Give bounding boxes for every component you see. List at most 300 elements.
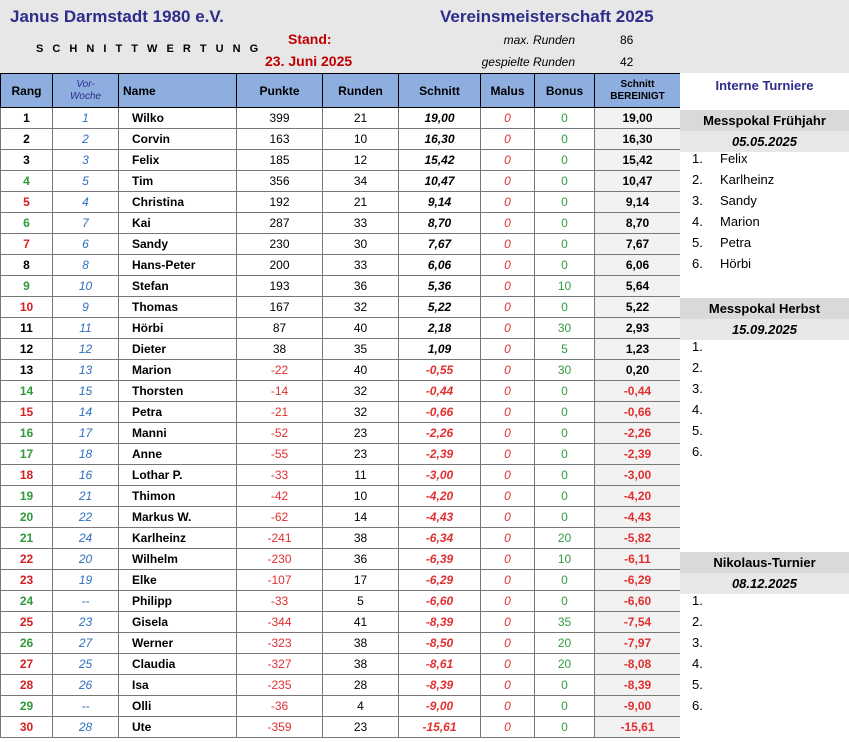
malus-cell: 0 xyxy=(481,654,535,675)
malus-cell: 0 xyxy=(481,171,535,192)
adjusted-average-cell: -3,00 xyxy=(595,465,681,486)
rank-cell: 27 xyxy=(1,654,53,675)
malus-cell: 0 xyxy=(481,108,535,129)
name-cell: Markus W. xyxy=(119,507,237,528)
average-cell: -15,61 xyxy=(399,717,481,738)
points-cell: 87 xyxy=(237,318,323,339)
points-cell: -359 xyxy=(237,717,323,738)
name-cell: Manni xyxy=(119,423,237,444)
rank-cell: 10 xyxy=(1,297,53,318)
malus-cell: 0 xyxy=(481,633,535,654)
tournament-date: 05.05.2025 xyxy=(680,131,849,152)
malus-cell: 0 xyxy=(481,318,535,339)
name-cell: Corvin xyxy=(119,129,237,150)
bonus-cell: 0 xyxy=(535,255,595,276)
rounds-cell: 4 xyxy=(323,696,399,717)
average-cell: -6,60 xyxy=(399,591,481,612)
col-punkte: Punkte xyxy=(237,74,323,108)
tournament-date: 15.09.2025 xyxy=(680,319,849,340)
malus-cell: 0 xyxy=(481,465,535,486)
tournament-entry xyxy=(692,169,774,190)
malus-cell: 0 xyxy=(481,192,535,213)
tournament-entry-name: Felix xyxy=(720,151,748,166)
table-row xyxy=(1,192,681,213)
table-row xyxy=(1,381,681,402)
bonus-cell: 0 xyxy=(535,171,595,192)
previous-week-cell: 2 xyxy=(53,129,119,150)
previous-week-cell: 19 xyxy=(53,570,119,591)
adjusted-average-cell: -2,26 xyxy=(595,423,681,444)
table-row xyxy=(1,276,681,297)
rounds-cell: 21 xyxy=(323,108,399,129)
rounds-cell: 28 xyxy=(323,675,399,696)
rounds-cell: 32 xyxy=(323,402,399,423)
points-cell: -323 xyxy=(237,633,323,654)
malus-cell: 0 xyxy=(481,402,535,423)
malus-cell: 0 xyxy=(481,276,535,297)
name-cell: Gisela xyxy=(119,612,237,633)
name-cell: Elke xyxy=(119,570,237,591)
col-name: Name xyxy=(119,74,237,108)
name-cell: Felix xyxy=(119,150,237,171)
points-cell: 163 xyxy=(237,129,323,150)
tournament-entry xyxy=(692,441,720,462)
previous-week-cell: 1 xyxy=(53,108,119,129)
points-cell: 399 xyxy=(237,108,323,129)
bonus-cell: 0 xyxy=(535,297,595,318)
rounds-cell: 40 xyxy=(323,318,399,339)
points-cell: -14 xyxy=(237,381,323,402)
rank-cell: 7 xyxy=(1,234,53,255)
malus-cell: 0 xyxy=(481,423,535,444)
average-cell: -2,26 xyxy=(399,423,481,444)
adjusted-average-cell: 1,23 xyxy=(595,339,681,360)
table-row xyxy=(1,717,681,738)
average-cell: -4,43 xyxy=(399,507,481,528)
name-cell: Thimon xyxy=(119,486,237,507)
rank-cell: 19 xyxy=(1,486,53,507)
bonus-cell: 0 xyxy=(535,150,595,171)
points-cell: -62 xyxy=(237,507,323,528)
bonus-cell: 0 xyxy=(535,423,595,444)
col-bereinigt-line1: Schnitt xyxy=(620,78,655,90)
points-cell: 200 xyxy=(237,255,323,276)
tournament-entry xyxy=(692,211,760,232)
rounds-cell: 36 xyxy=(323,276,399,297)
subtitle: S C H N I T T W E R T U N G xyxy=(36,43,262,55)
stand-label: Stand: xyxy=(288,31,332,47)
table-row xyxy=(1,318,681,339)
tournament-entry xyxy=(692,357,720,378)
previous-week-cell: 27 xyxy=(53,633,119,654)
adjusted-average-cell: -0,66 xyxy=(595,402,681,423)
rank-cell: 23 xyxy=(1,570,53,591)
rounds-cell: 35 xyxy=(323,339,399,360)
name-cell: Wilko xyxy=(119,108,237,129)
previous-week-cell: 7 xyxy=(53,213,119,234)
col-vorwoche-line1: Vor- xyxy=(76,78,95,90)
adjusted-average-cell: -2,39 xyxy=(595,444,681,465)
name-cell: Karlheinz xyxy=(119,528,237,549)
bonus-cell: 0 xyxy=(535,192,595,213)
rank-cell: 4 xyxy=(1,171,53,192)
tournament-name: Messpokal Frühjahr xyxy=(680,110,849,131)
table-row xyxy=(1,402,681,423)
bonus-cell: 30 xyxy=(535,360,595,381)
malus-cell: 0 xyxy=(481,360,535,381)
col-bereinigt xyxy=(595,74,681,108)
adjusted-average-cell: 19,00 xyxy=(595,108,681,129)
previous-week-cell: 8 xyxy=(53,255,119,276)
points-cell: -241 xyxy=(237,528,323,549)
tournament-entry xyxy=(692,420,720,441)
tournament-entry-name: Petra xyxy=(720,235,752,250)
name-cell: Thomas xyxy=(119,297,237,318)
adjusted-average-cell: -0,44 xyxy=(595,381,681,402)
col-bonus: Bonus xyxy=(535,74,595,108)
tournament-entry xyxy=(692,590,720,611)
tournament-entry xyxy=(692,336,720,357)
bonus-cell: 0 xyxy=(535,675,595,696)
tournament-entry-number: 3. xyxy=(692,381,703,396)
adjusted-average-cell: -15,61 xyxy=(595,717,681,738)
name-cell: Isa xyxy=(119,675,237,696)
rank-cell: 21 xyxy=(1,528,53,549)
rounds-cell: 34 xyxy=(323,171,399,192)
tournament-name: Nikolaus-Turnier xyxy=(680,552,849,573)
points-cell: -327 xyxy=(237,654,323,675)
previous-week-cell: 16 xyxy=(53,465,119,486)
name-cell: Petra xyxy=(119,402,237,423)
table-header-row xyxy=(1,74,681,108)
name-cell: Werner xyxy=(119,633,237,654)
tournament-entry xyxy=(692,674,720,695)
previous-week-cell: 4 xyxy=(53,192,119,213)
tournament-entry-number: 5. xyxy=(692,235,703,250)
col-runden: Runden xyxy=(323,74,399,108)
rank-cell: 17 xyxy=(1,444,53,465)
table-row xyxy=(1,675,681,696)
name-cell: Dieter xyxy=(119,339,237,360)
interne-turniere-heading: Interne Turniere xyxy=(715,78,814,93)
name-cell: Anne xyxy=(119,444,237,465)
rank-cell: 22 xyxy=(1,549,53,570)
adjusted-average-cell: 10,47 xyxy=(595,171,681,192)
max-rounds-label: max. Runden xyxy=(503,33,575,47)
rank-cell: 15 xyxy=(1,402,53,423)
points-cell: 192 xyxy=(237,192,323,213)
rank-cell: 6 xyxy=(1,213,53,234)
average-cell: 9,14 xyxy=(399,192,481,213)
malus-cell: 0 xyxy=(481,150,535,171)
rank-cell: 18 xyxy=(1,465,53,486)
previous-week-cell: 22 xyxy=(53,507,119,528)
tournament-entry-number: 6. xyxy=(692,444,703,459)
points-cell: -42 xyxy=(237,486,323,507)
adjusted-average-cell: 8,70 xyxy=(595,213,681,234)
points-cell: -21 xyxy=(237,402,323,423)
previous-week-cell: 24 xyxy=(53,528,119,549)
adjusted-average-cell: -8,39 xyxy=(595,675,681,696)
rounds-cell: 23 xyxy=(323,717,399,738)
rounds-cell: 38 xyxy=(323,654,399,675)
previous-week-cell: 26 xyxy=(53,675,119,696)
rounds-cell: 14 xyxy=(323,507,399,528)
tournament-entry-number: 4. xyxy=(692,214,703,229)
bonus-cell: 0 xyxy=(535,465,595,486)
bonus-cell: 0 xyxy=(535,108,595,129)
table-row xyxy=(1,423,681,444)
previous-week-cell: 23 xyxy=(53,612,119,633)
table-row xyxy=(1,465,681,486)
tournament-entry-number: 1. xyxy=(692,339,703,354)
table-row xyxy=(1,507,681,528)
adjusted-average-cell: -4,43 xyxy=(595,507,681,528)
points-cell: 287 xyxy=(237,213,323,234)
previous-week-cell: -- xyxy=(53,591,119,612)
table-row xyxy=(1,213,681,234)
table-row xyxy=(1,339,681,360)
col-rang: Rang xyxy=(1,74,53,108)
average-cell: -6,29 xyxy=(399,570,481,591)
points-cell: 38 xyxy=(237,339,323,360)
tournament-entry xyxy=(692,253,751,274)
adjusted-average-cell: 5,64 xyxy=(595,276,681,297)
name-cell: Lothar P. xyxy=(119,465,237,486)
name-cell: Thorsten xyxy=(119,381,237,402)
name-cell: Christina xyxy=(119,192,237,213)
adjusted-average-cell: -6,60 xyxy=(595,591,681,612)
tournament-entry xyxy=(692,148,747,169)
malus-cell: 0 xyxy=(481,297,535,318)
bonus-cell: 0 xyxy=(535,213,595,234)
bonus-cell: 0 xyxy=(535,717,595,738)
championship-title: Vereinsmeisterschaft 2025 xyxy=(440,7,654,26)
sheet-header xyxy=(0,0,680,73)
col-bereinigt-line2: BEREINIGT xyxy=(610,90,665,102)
adjusted-average-cell: 15,42 xyxy=(595,150,681,171)
points-cell: 185 xyxy=(237,150,323,171)
rounds-cell: 36 xyxy=(323,549,399,570)
bonus-cell: 0 xyxy=(535,129,595,150)
tournament-entry-number: 2. xyxy=(692,360,703,375)
rank-cell: 29 xyxy=(1,696,53,717)
previous-week-cell: 20 xyxy=(53,549,119,570)
table-row xyxy=(1,171,681,192)
adjusted-average-cell: 0,20 xyxy=(595,360,681,381)
tournament-entry xyxy=(692,190,757,211)
points-cell: -344 xyxy=(237,612,323,633)
rounds-cell: 12 xyxy=(323,150,399,171)
table-row xyxy=(1,444,681,465)
rank-cell: 20 xyxy=(1,507,53,528)
table-row xyxy=(1,696,681,717)
name-cell: Ute xyxy=(119,717,237,738)
average-cell: -6,39 xyxy=(399,549,481,570)
table-row xyxy=(1,150,681,171)
average-cell: -6,34 xyxy=(399,528,481,549)
table-row xyxy=(1,297,681,318)
adjusted-average-cell: 7,67 xyxy=(595,234,681,255)
tournament-entry-number: 5. xyxy=(692,677,703,692)
previous-week-cell: 9 xyxy=(53,297,119,318)
previous-week-cell: 17 xyxy=(53,423,119,444)
average-cell: 16,30 xyxy=(399,129,481,150)
previous-week-cell: 15 xyxy=(53,381,119,402)
tournament-entry-number: 1. xyxy=(692,593,703,608)
played-rounds-value: 42 xyxy=(620,55,634,69)
rank-cell: 2 xyxy=(1,129,53,150)
table-row xyxy=(1,528,681,549)
bonus-cell: 30 xyxy=(535,318,595,339)
adjusted-average-cell: -6,11 xyxy=(595,549,681,570)
malus-cell: 0 xyxy=(481,612,535,633)
ranking-table xyxy=(0,73,681,738)
previous-week-cell: 13 xyxy=(53,360,119,381)
played-rounds-label: gespielte Runden xyxy=(481,55,575,69)
bonus-cell: 0 xyxy=(535,234,595,255)
adjusted-average-cell: -9,00 xyxy=(595,696,681,717)
points-cell: -55 xyxy=(237,444,323,465)
malus-cell: 0 xyxy=(481,549,535,570)
average-cell: -3,00 xyxy=(399,465,481,486)
previous-week-cell: 25 xyxy=(53,654,119,675)
tournament-entry xyxy=(692,611,720,632)
table-row xyxy=(1,612,681,633)
bonus-cell: 10 xyxy=(535,549,595,570)
bonus-cell: 0 xyxy=(535,486,595,507)
rank-cell: 28 xyxy=(1,675,53,696)
name-cell: Marion xyxy=(119,360,237,381)
average-cell: -4,20 xyxy=(399,486,481,507)
tournament-entry-name: Sandy xyxy=(720,193,757,208)
max-rounds-value: 86 xyxy=(620,33,634,47)
malus-cell: 0 xyxy=(481,696,535,717)
rounds-cell: 11 xyxy=(323,465,399,486)
rank-cell: 24 xyxy=(1,591,53,612)
rank-cell: 26 xyxy=(1,633,53,654)
bonus-cell: 20 xyxy=(535,654,595,675)
table-row xyxy=(1,255,681,276)
rank-cell: 12 xyxy=(1,339,53,360)
rounds-cell: 23 xyxy=(323,444,399,465)
average-cell: -8,39 xyxy=(399,612,481,633)
points-cell: -33 xyxy=(237,591,323,612)
bonus-cell: 0 xyxy=(535,570,595,591)
adjusted-average-cell: 16,30 xyxy=(595,129,681,150)
tournament-entry-number: 1. xyxy=(692,151,703,166)
name-cell: Tim xyxy=(119,171,237,192)
malus-cell: 0 xyxy=(481,717,535,738)
rounds-cell: 5 xyxy=(323,591,399,612)
name-cell: Olli xyxy=(119,696,237,717)
malus-cell: 0 xyxy=(481,234,535,255)
malus-cell: 0 xyxy=(481,528,535,549)
table-row xyxy=(1,108,681,129)
tournament-entry-number: 3. xyxy=(692,635,703,650)
tournament-entry xyxy=(692,632,720,653)
average-cell: 19,00 xyxy=(399,108,481,129)
col-vorwoche-line2: Woche xyxy=(69,90,102,102)
rounds-cell: 23 xyxy=(323,423,399,444)
average-cell: -0,55 xyxy=(399,360,481,381)
name-cell: Hörbi xyxy=(119,318,237,339)
tournament-entry xyxy=(692,378,720,399)
name-cell: Philipp xyxy=(119,591,237,612)
points-cell: -33 xyxy=(237,465,323,486)
rank-cell: 5 xyxy=(1,192,53,213)
previous-week-cell: 14 xyxy=(53,402,119,423)
previous-week-cell: 10 xyxy=(53,276,119,297)
table-row xyxy=(1,234,681,255)
rank-cell: 3 xyxy=(1,150,53,171)
table-row xyxy=(1,633,681,654)
tournament-panel-top xyxy=(680,0,849,73)
rounds-cell: 10 xyxy=(323,129,399,150)
tournament-entry-number: 2. xyxy=(692,614,703,629)
tournament-entry xyxy=(692,695,720,716)
rounds-cell: 10 xyxy=(323,486,399,507)
rounds-cell: 32 xyxy=(323,381,399,402)
name-cell: Claudia xyxy=(119,654,237,675)
malus-cell: 0 xyxy=(481,444,535,465)
points-cell: -52 xyxy=(237,423,323,444)
adjusted-average-cell: 6,06 xyxy=(595,255,681,276)
bonus-cell: 5 xyxy=(535,339,595,360)
average-cell: -8,61 xyxy=(399,654,481,675)
table-row xyxy=(1,360,681,381)
tournament-entry xyxy=(692,399,720,420)
bonus-cell: 20 xyxy=(535,528,595,549)
rank-cell: 14 xyxy=(1,381,53,402)
malus-cell: 0 xyxy=(481,507,535,528)
bonus-cell: 0 xyxy=(535,591,595,612)
adjusted-average-cell: 9,14 xyxy=(595,192,681,213)
tournament-date: 08.12.2025 xyxy=(680,573,849,594)
rounds-cell: 40 xyxy=(323,360,399,381)
tournament-entry-number: 6. xyxy=(692,698,703,713)
adjusted-average-cell: -7,54 xyxy=(595,612,681,633)
bonus-cell: 0 xyxy=(535,381,595,402)
adjusted-average-cell: -4,20 xyxy=(595,486,681,507)
col-schnitt: Schnitt xyxy=(399,74,481,108)
previous-week-cell: -- xyxy=(53,696,119,717)
table-row xyxy=(1,129,681,150)
col-vorwoche xyxy=(53,74,119,108)
average-cell: 7,67 xyxy=(399,234,481,255)
table-row xyxy=(1,486,681,507)
tournament-entry-name: Marion xyxy=(720,214,760,229)
bonus-cell: 10 xyxy=(535,276,595,297)
bonus-cell: 20 xyxy=(535,633,595,654)
rounds-cell: 17 xyxy=(323,570,399,591)
average-cell: 5,22 xyxy=(399,297,481,318)
adjusted-average-cell: -8,08 xyxy=(595,654,681,675)
rank-cell: 16 xyxy=(1,423,53,444)
average-cell: -9,00 xyxy=(399,696,481,717)
malus-cell: 0 xyxy=(481,339,535,360)
name-cell: Stefan xyxy=(119,276,237,297)
stand-date: 23. Juni 2025 xyxy=(265,53,353,69)
rank-cell: 8 xyxy=(1,255,53,276)
name-cell: Kai xyxy=(119,213,237,234)
rank-cell: 1 xyxy=(1,108,53,129)
col-malus: Malus xyxy=(481,74,535,108)
bonus-cell: 0 xyxy=(535,444,595,465)
rank-cell: 30 xyxy=(1,717,53,738)
adjusted-average-cell: -6,29 xyxy=(595,570,681,591)
name-cell: Hans-Peter xyxy=(119,255,237,276)
